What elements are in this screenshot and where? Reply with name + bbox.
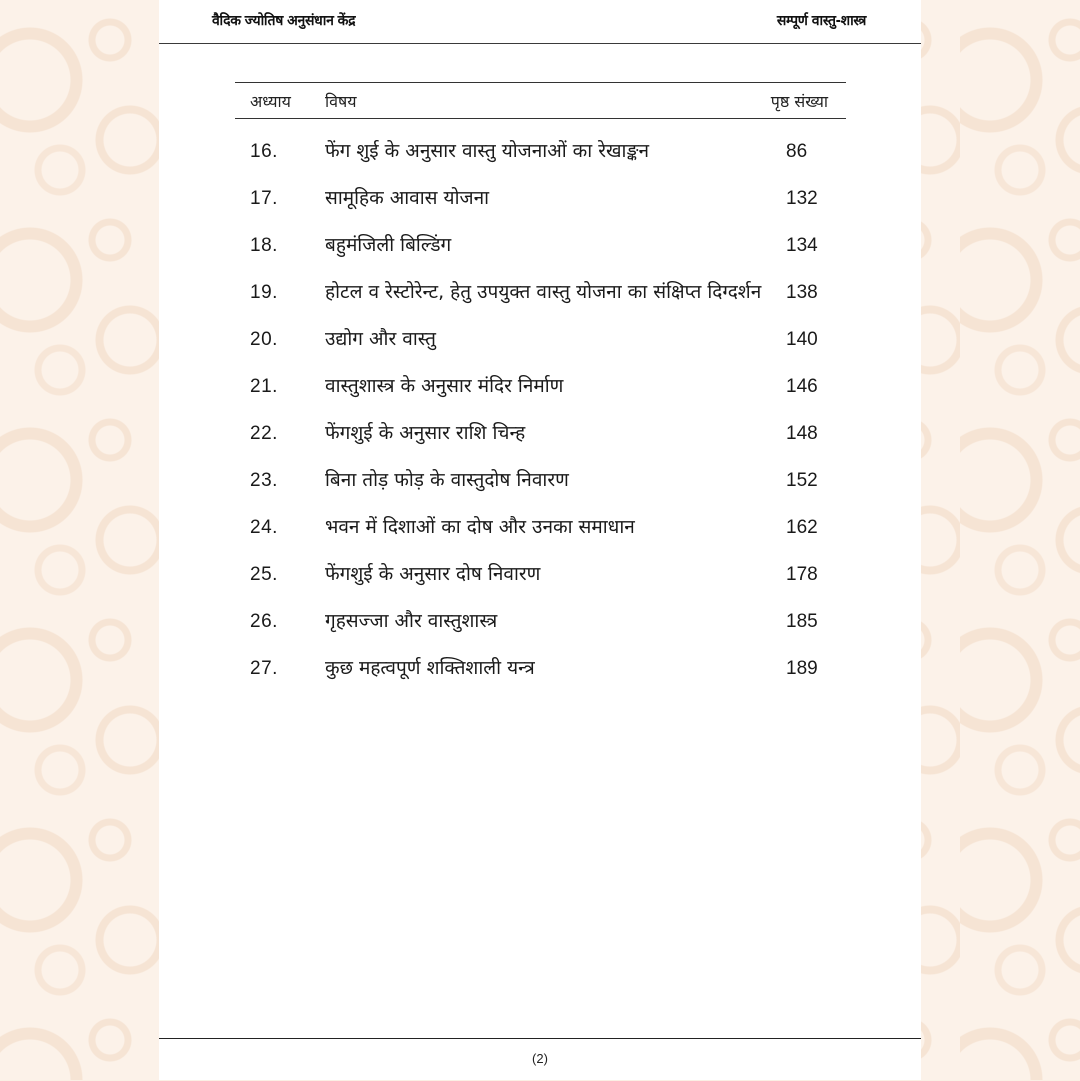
page-header bbox=[159, 0, 921, 44]
chapter-number: 27. bbox=[250, 658, 278, 679]
chapter-number: 23. bbox=[250, 470, 278, 491]
chapter-number: 17. bbox=[250, 188, 278, 209]
chapter-number: 20. bbox=[250, 329, 278, 350]
chapter-number: 18. bbox=[250, 235, 278, 256]
chapter-subject: भवन में दिशाओं का दोष और उनका समाधान bbox=[325, 516, 635, 538]
chapter-number: 21. bbox=[250, 376, 278, 397]
chapter-page: 152 bbox=[786, 470, 818, 491]
column-header-subject: विषय bbox=[325, 91, 357, 111]
toc-row bbox=[235, 598, 846, 645]
chapter-subject: फेंगशुई के अनुसार दोष निवारण bbox=[325, 563, 541, 585]
chapter-subject: उद्योग और वास्तु bbox=[325, 328, 436, 350]
chapter-page: 162 bbox=[786, 517, 818, 538]
toc-row bbox=[235, 128, 846, 175]
document-page bbox=[159, 0, 921, 1080]
chapter-page: 189 bbox=[786, 658, 818, 679]
chapter-subject: बिना तोड़ फोड़ के वास्तुदोष निवारण bbox=[325, 469, 569, 491]
toc-row bbox=[235, 175, 846, 222]
chapter-subject: गृहसज्जा और वास्तुशास्त्र bbox=[325, 610, 498, 632]
toc-row bbox=[235, 363, 846, 410]
header-left-title: वैदिक ज्योतिष अनुसंधान केंद्र bbox=[212, 13, 356, 29]
toc-row bbox=[235, 316, 846, 363]
chapter-subject: होटल व रेस्टोरेन्ट, हेतु उपयुक्त वास्तु योजना का संक्षिप्त दिग्दर्शन bbox=[325, 281, 762, 303]
toc-row bbox=[235, 222, 846, 269]
chapter-page: 185 bbox=[786, 611, 818, 632]
chapter-subject: सामूहिक आवास योजना bbox=[325, 187, 490, 209]
chapter-page: 148 bbox=[786, 423, 818, 444]
table-of-contents bbox=[235, 82, 846, 692]
chapter-page: 140 bbox=[786, 329, 818, 350]
toc-row bbox=[235, 410, 846, 457]
chapter-page: 178 bbox=[786, 564, 818, 585]
page-footer bbox=[159, 1038, 921, 1081]
chapter-number: 25. bbox=[250, 564, 278, 585]
page-number: (2) bbox=[532, 1051, 548, 1066]
chapter-subject: कुछ महत्वपूर्ण शक्तिशाली यन्त्र bbox=[325, 657, 535, 679]
toc-body bbox=[235, 119, 846, 692]
chapter-number: 26. bbox=[250, 611, 278, 632]
toc-row bbox=[235, 269, 846, 316]
toc-row bbox=[235, 504, 846, 551]
chapter-number: 24. bbox=[250, 517, 278, 538]
toc-row bbox=[235, 645, 846, 692]
column-header-page: पृष्ठ संख्या bbox=[770, 91, 828, 111]
toc-row bbox=[235, 457, 846, 504]
chapter-page: 138 bbox=[786, 282, 818, 303]
header-right-title: सम्पूर्ण वास्तु-शास्त्र bbox=[776, 13, 866, 29]
toc-header-row bbox=[235, 82, 846, 119]
chapter-subject: वास्तुशास्त्र के अनुसार मंदिर निर्माण bbox=[325, 375, 564, 397]
chapter-number: 19. bbox=[250, 282, 278, 303]
chapter-page: 86 bbox=[786, 141, 808, 162]
chapter-page: 146 bbox=[786, 376, 818, 397]
chapter-subject: फेंग शुई के अनुसार वास्तु योजनाओं का रेखाङ्कन bbox=[325, 140, 650, 162]
chapter-page: 132 bbox=[786, 188, 818, 209]
chapter-subject: फेंगशुई के अनुसार राशि चिन्ह bbox=[325, 422, 526, 444]
toc-row bbox=[235, 551, 846, 598]
chapter-page: 134 bbox=[786, 235, 818, 256]
chapter-subject: बहुमंजिली बिल्डिंग bbox=[325, 234, 452, 256]
column-header-chapter: अध्याय bbox=[250, 91, 291, 111]
chapter-number: 22. bbox=[250, 423, 278, 444]
chapter-number: 16. bbox=[250, 141, 278, 162]
